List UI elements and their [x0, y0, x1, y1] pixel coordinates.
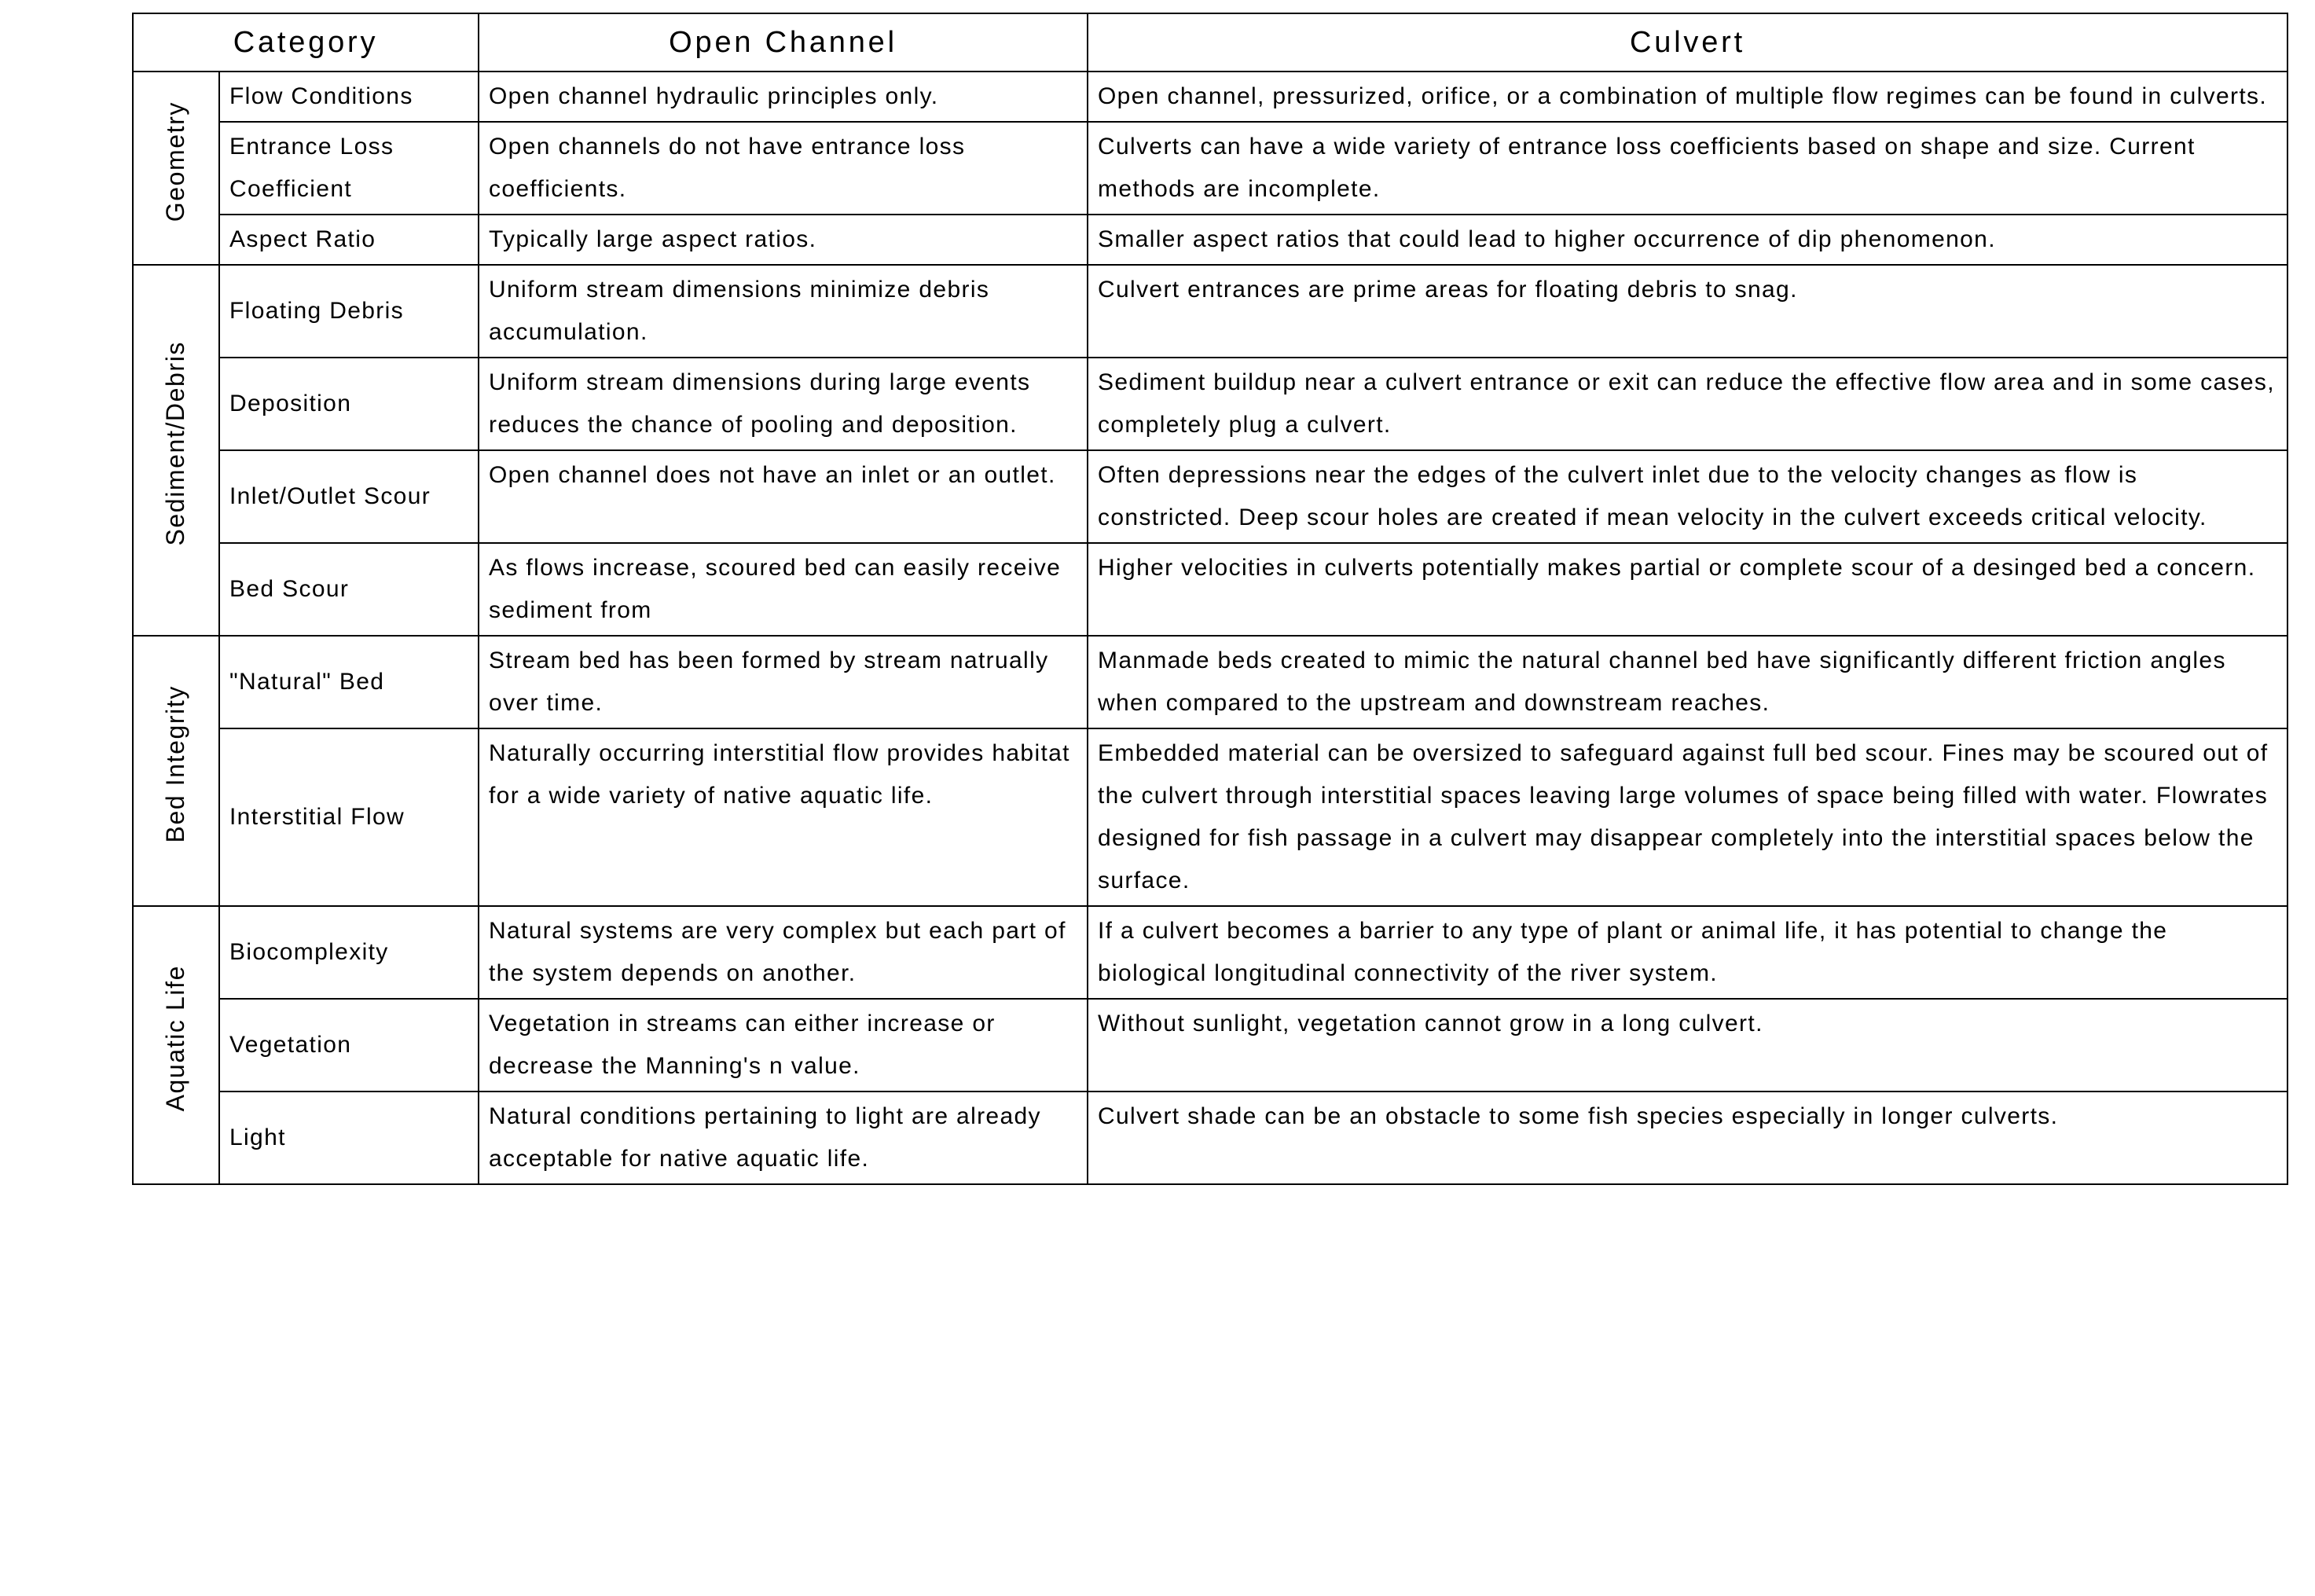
group-label-bed-integrity — [133, 636, 219, 906]
row-subcategory: Interstitial Flow — [219, 728, 479, 906]
open-channel-cell: Open channel hydraulic principles only. — [479, 72, 1088, 122]
table-row — [133, 543, 2287, 636]
open-channel-cell: Open channels do not have entrance loss coefficients. — [479, 122, 1088, 215]
table-row — [133, 450, 2287, 543]
open-channel-cell: Stream bed has been formed by stream natrually over time. — [479, 636, 1088, 728]
group-label-text: Sediment/Debris — [161, 341, 190, 546]
group-label-text: Bed Integrity — [161, 685, 190, 843]
group-label-text: Geometry — [161, 101, 190, 222]
table-row — [133, 122, 2287, 215]
culvert-cell: Embedded material can be oversized to safeguard against full bed scour. Fines may be scoured out of the culvert through interstitial spaces leaving large volumes of space being filled with water. Flowrates designed for fish passage in a culvert may disappear completely into the interstitial spaces below the surface. — [1088, 728, 2287, 906]
open-channel-cell: Open channel does not have an inlet or an outlet. — [479, 450, 1088, 543]
culvert-cell: Manmade beds created to mimic the natural channel bed have significantly different friction angles when compared to the upstream and downstream reaches. — [1088, 636, 2287, 728]
table-row — [133, 72, 2287, 122]
open-channel-cell: Natural systems are very complex but each part of the system depends on another. — [479, 906, 1088, 999]
group-label-geometry — [133, 72, 219, 265]
row-subcategory: Vegetation — [219, 999, 479, 1092]
culvert-cell: Culvert shade can be an obstacle to some fish species especially in longer culverts. — [1088, 1092, 2287, 1184]
culvert-cell: Sediment buildup near a culvert entrance or exit can reduce the effective flow area and in some cases, completely plug a culvert. — [1088, 358, 2287, 450]
row-subcategory: Deposition — [219, 358, 479, 450]
row-subcategory: Inlet/Outlet Scour — [219, 450, 479, 543]
group-label-aquatic-life — [133, 906, 219, 1184]
open-channel-cell: Naturally occurring interstitial flow provides habitat for a wide variety of native aquatic life. — [479, 728, 1088, 906]
table-row — [133, 358, 2287, 450]
culvert-cell: Open channel, pressurized, orifice, or a combination of multiple flow regimes can be found in culverts. — [1088, 72, 2287, 122]
open-channel-cell: Uniform stream dimensions during large events reduces the chance of pooling and deposition. — [479, 358, 1088, 450]
table-row — [133, 728, 2287, 906]
row-subcategory: Bed Scour — [219, 543, 479, 636]
row-subcategory: Entrance Loss Coefficient — [219, 122, 479, 215]
open-channel-cell: Natural conditions pertaining to light are already acceptable for native aquatic life. — [479, 1092, 1088, 1184]
culvert-cell: Smaller aspect ratios that could lead to higher occurrence of dip phenomenon. — [1088, 215, 2287, 265]
row-subcategory: Aspect Ratio — [219, 215, 479, 265]
open-channel-cell: As flows increase, scoured bed can easily receive sediment from — [479, 543, 1088, 636]
open-channel-cell: Typically large aspect ratios. — [479, 215, 1088, 265]
culvert-cell: Higher velocities in culverts potentially makes partial or complete scour of a desinged bed a concern. — [1088, 543, 2287, 636]
culvert-cell: Without sunlight, vegetation cannot grow in a long culvert. — [1088, 999, 2287, 1092]
culvert-cell: Often depressions near the edges of the culvert inlet due to the velocity changes as flow is constricted. Deep scour holes are created if mean velocity in the culvert exceeds critical velocity. — [1088, 450, 2287, 543]
culvert-cell: Culvert entrances are prime areas for floating debris to snag. — [1088, 265, 2287, 358]
row-subcategory: Flow Conditions — [219, 72, 479, 122]
header-open-channel: Open Channel — [479, 13, 1088, 72]
group-label-sediment-debris — [133, 265, 219, 636]
row-subcategory: Light — [219, 1092, 479, 1184]
table-row — [133, 999, 2287, 1092]
table-header — [133, 13, 2287, 72]
group-label-text: Aquatic Life — [161, 965, 190, 1112]
culvert-cell: If a culvert becomes a barrier to any type of plant or animal life, it has potential to change the biological longitudinal connectivity of the river system. — [1088, 906, 2287, 999]
row-subcategory: Biocomplexity — [219, 906, 479, 999]
table-row — [133, 215, 2287, 265]
comparison-table — [132, 13, 2288, 1185]
culvert-cell: Culverts can have a wide variety of entrance loss coefficients based on shape and size. Current methods are incomplete. — [1088, 122, 2287, 215]
row-subcategory: Floating Debris — [219, 265, 479, 358]
header-culvert: Culvert — [1088, 13, 2287, 72]
open-channel-cell: Uniform stream dimensions minimize debris accumulation. — [479, 265, 1088, 358]
table-row — [133, 1092, 2287, 1184]
row-subcategory: "Natural" Bed — [219, 636, 479, 728]
table-row — [133, 906, 2287, 999]
table-row — [133, 265, 2287, 358]
table-row — [133, 636, 2287, 728]
open-channel-cell: Vegetation in streams can either increase or decrease the Manning's n value. — [479, 999, 1088, 1092]
header-category: Category — [133, 13, 479, 72]
